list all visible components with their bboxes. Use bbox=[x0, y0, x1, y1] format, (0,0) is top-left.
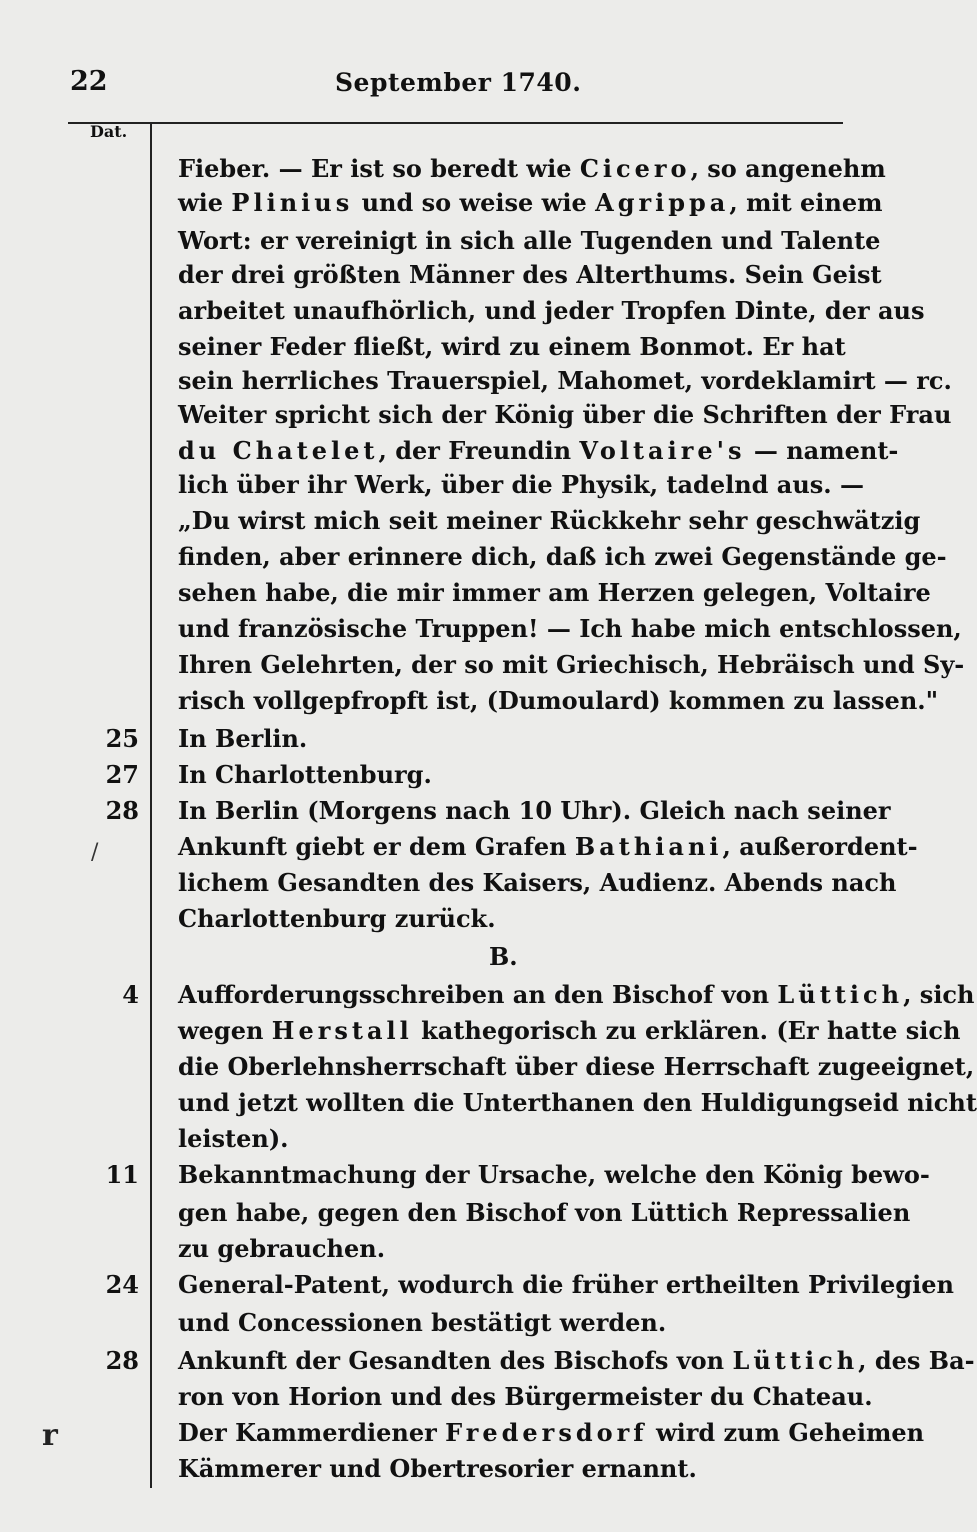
text-segment: Bekanntmachung der Ursache, welche den König bewo- bbox=[178, 1160, 930, 1189]
page-number: 22 bbox=[70, 66, 108, 97]
spaced-name: Plinius bbox=[231, 188, 354, 217]
text-segment: Wort: er vereinigt in sich alle Tugenden und Talente bbox=[178, 226, 881, 255]
text-segment: Aufforderungsschreiben an den Bischof von bbox=[178, 980, 778, 1009]
text-line bbox=[178, 722, 843, 756]
text-segment: die Oberlehnsherrschaft über diese Herrschaft zugeeignet, bbox=[178, 1052, 975, 1081]
running-title: September 1740. bbox=[335, 68, 582, 97]
spaced-name: Bathiani bbox=[574, 832, 723, 861]
day-number: 4 bbox=[122, 980, 139, 1009]
text-line bbox=[178, 684, 939, 718]
text-segment: — nament- bbox=[745, 436, 899, 465]
text-line bbox=[178, 1014, 961, 1048]
text-segment: , mit einem bbox=[729, 188, 883, 217]
text-line bbox=[178, 866, 897, 900]
text-line bbox=[178, 830, 918, 864]
text-line bbox=[178, 504, 921, 538]
text-line bbox=[178, 398, 952, 432]
text-line bbox=[178, 224, 881, 258]
text-segment: , der Freundin bbox=[378, 436, 580, 465]
text-segment: In Berlin (Morgens nach 10 Uhr). Gleich nach seiner bbox=[178, 796, 891, 825]
text-line bbox=[178, 434, 899, 468]
text-line bbox=[178, 612, 962, 646]
text-segment: In Berlin. bbox=[178, 724, 308, 753]
text-segment: , so angenehm bbox=[690, 154, 886, 183]
text-segment: Ankunft giebt er dem Grafen bbox=[178, 832, 575, 861]
text-segment: risch vollgepfropft ist, (Dumoulard) kommen zu lassen." bbox=[178, 686, 939, 715]
text-segment: Ankunft der Gesandten des Bischofs von bbox=[178, 1346, 733, 1375]
text-line bbox=[178, 1416, 925, 1450]
text-line bbox=[178, 540, 947, 574]
day-number: 28 bbox=[105, 1346, 139, 1375]
text-segment: zu gebrauchen. bbox=[178, 1234, 386, 1263]
text-segment: Weiter spricht sich der König über die Schriften der Frau bbox=[178, 400, 952, 429]
text-line bbox=[178, 1344, 975, 1378]
text-segment: sehen habe, die mir immer am Herzen gelegen, Voltaire bbox=[178, 578, 931, 607]
text-segment: der drei größten Männer des Alterthums. Sein Geist bbox=[178, 260, 882, 289]
text-line bbox=[178, 1122, 843, 1156]
text-segment: sein herrliches Trauerspiel, Mahomet, vordeklamirt — rc. bbox=[178, 366, 952, 395]
text-segment: seiner Feder fließt, wird zu einem Bonmot. Er hat bbox=[178, 332, 846, 361]
text-segment: und französische Truppen! — Ich habe mich entschlossen, bbox=[178, 614, 962, 643]
day-number: 27 bbox=[105, 760, 139, 789]
text-segment: wegen bbox=[178, 1016, 272, 1045]
text-segment: kathegorisch zu erklären. (Er hatte sich bbox=[412, 1016, 961, 1045]
date-column-label: Dat. bbox=[90, 122, 128, 141]
text-segment: ron von Horion und des Bürgermeister du Chateau. bbox=[178, 1382, 873, 1411]
margin-mark: r bbox=[42, 1418, 58, 1453]
text-line bbox=[178, 330, 846, 364]
spaced-name: Fredersdorf bbox=[445, 1418, 648, 1447]
text-segment: Fieber. — Er ist so beredt wie bbox=[178, 154, 580, 183]
date-column-rule bbox=[150, 123, 152, 1488]
text-segment: und jetzt wollten die Unterthanen den Huldigungseid nicht bbox=[178, 1088, 977, 1117]
day-number: 11 bbox=[105, 1160, 139, 1189]
day-number: 24 bbox=[105, 1270, 139, 1299]
text-line bbox=[178, 1232, 843, 1266]
text-segment: finden, aber erinnere dich, daß ich zwei Gegenstände ge- bbox=[178, 542, 947, 571]
spaced-name: Lüttich bbox=[777, 980, 904, 1009]
text-segment: wird zum Geheimen bbox=[647, 1418, 925, 1447]
section-heading: B. bbox=[489, 942, 518, 971]
text-segment: In Charlottenburg. bbox=[178, 760, 432, 789]
text-segment: gen habe, gegen den Bischof von Lüttich Repressalien bbox=[178, 1198, 911, 1227]
text-line bbox=[178, 794, 891, 828]
spaced-name: Voltaire's bbox=[579, 436, 746, 465]
spaced-name: Cicero bbox=[579, 154, 691, 183]
text-line bbox=[178, 648, 965, 682]
text-line bbox=[178, 1306, 843, 1340]
text-segment: , des Ba- bbox=[858, 1346, 975, 1375]
text-line bbox=[178, 576, 931, 610]
text-line bbox=[178, 294, 925, 328]
day-number: 25 bbox=[105, 724, 139, 753]
text-line bbox=[178, 152, 886, 186]
text-line bbox=[178, 258, 882, 292]
text-segment: Ihren Gelehrten, der so mit Griechisch, Hebräisch und Sy- bbox=[178, 650, 965, 679]
text-segment: „Du wirst mich seit meiner Rückkehr sehr geschwätzig bbox=[178, 506, 921, 535]
text-segment: arbeitet unaufhörlich, und jeder Tropfen Dinte, der aus bbox=[178, 296, 925, 325]
text-segment: lichem Gesandten des Kaisers, Audienz. Abends nach bbox=[178, 868, 897, 897]
spaced-name: Lüttich bbox=[732, 1346, 859, 1375]
text-line bbox=[178, 758, 843, 792]
text-line bbox=[178, 1268, 954, 1302]
text-line bbox=[178, 1158, 930, 1192]
text-line bbox=[178, 1452, 843, 1486]
text-segment: und so weise wie bbox=[353, 188, 596, 217]
text-line bbox=[178, 1196, 911, 1230]
text-segment: und Concessionen bestätigt werden. bbox=[178, 1308, 667, 1337]
text-line bbox=[178, 902, 843, 936]
text-line bbox=[178, 1380, 873, 1414]
text-segment: , sich bbox=[903, 980, 975, 1009]
text-line bbox=[178, 364, 952, 398]
text-segment: Kämmerer und Obertresorier ernannt. bbox=[178, 1454, 697, 1483]
page-header bbox=[0, 66, 900, 106]
text-line bbox=[178, 186, 883, 220]
text-line bbox=[178, 468, 865, 502]
text-segment: wie bbox=[178, 188, 232, 217]
text-segment: Der Kammerdiener bbox=[178, 1418, 446, 1447]
text-line bbox=[178, 1086, 977, 1120]
text-segment: Charlottenburg zurück. bbox=[178, 904, 496, 933]
margin-slash: / bbox=[91, 840, 99, 865]
spaced-name: Herstall bbox=[271, 1016, 413, 1045]
spaced-name: du Chatelet bbox=[178, 436, 379, 465]
text-line bbox=[178, 978, 975, 1012]
spaced-name: Agrippa bbox=[595, 188, 730, 217]
text-line bbox=[178, 1050, 975, 1084]
header-rule bbox=[68, 122, 843, 124]
text-segment: lich über ihr Werk, über die Physik, tadelnd aus. — bbox=[178, 470, 865, 499]
day-number: 28 bbox=[105, 796, 139, 825]
text-segment: General-Patent, wodurch die früher ertheilten Privilegien bbox=[178, 1270, 954, 1299]
text-segment: , außerordent- bbox=[722, 832, 918, 861]
text-segment: leisten). bbox=[178, 1124, 289, 1153]
